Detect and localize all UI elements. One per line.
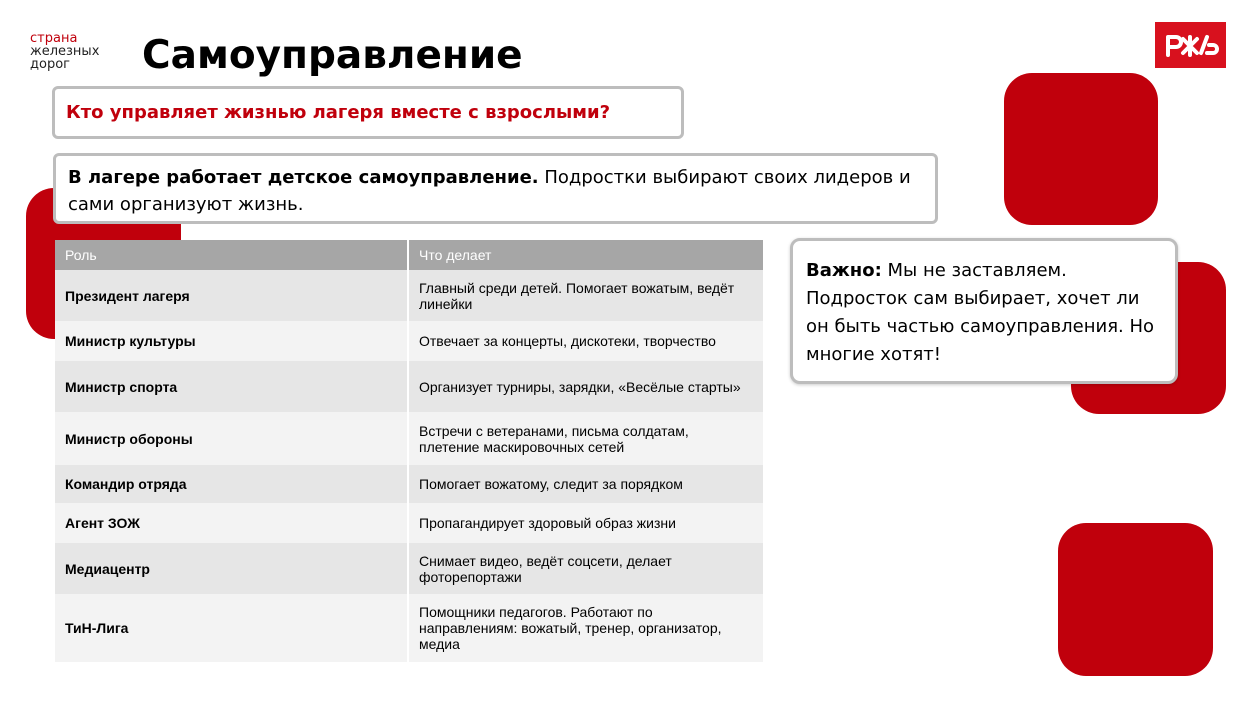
- note-box: [790, 238, 1178, 384]
- description-cell: Помогает вожатому, следит за порядком: [408, 465, 763, 503]
- slide-title: Самоуправление: [142, 33, 523, 78]
- statement-rest: Подростки выбирают своих лидеров и сами организуют жизнь.: [68, 167, 911, 215]
- note-rest: Мы не заставляем. Подросток сам выбирает, хочет ли он быть частью самоуправления. Но многие хотят!: [806, 260, 1155, 365]
- description-cell: Помощники педагогов. Работают по направлениям: вожатый, тренер, организатор, медиа: [408, 594, 763, 662]
- role-cell: Министр культуры: [55, 321, 408, 361]
- header-description: Что делает: [408, 240, 763, 270]
- table-row: [55, 321, 763, 361]
- table-row: [55, 503, 763, 543]
- role-cell: ТиН-Лига: [55, 594, 408, 662]
- table-row: [55, 361, 763, 412]
- decor-square-bottom-right: [1058, 523, 1213, 676]
- role-cell: Министр обороны: [55, 412, 408, 465]
- table-header-row: [55, 240, 763, 270]
- role-cell: Президент лагеря: [55, 270, 408, 321]
- rzd-logo-icon: [1163, 32, 1219, 58]
- question-box: [52, 86, 684, 139]
- role-cell: Агент ЗОЖ: [55, 503, 408, 543]
- header-role: Роль: [55, 240, 408, 270]
- brand-line-3: дорог: [30, 57, 70, 72]
- role-cell: Медиацентр: [55, 543, 408, 594]
- decor-square-top-right: [1004, 73, 1158, 225]
- brand-line-2: железных: [30, 44, 100, 59]
- table-row: [55, 543, 763, 594]
- table-row: [55, 465, 763, 503]
- statement-bold: В лагере работает детское самоуправление.: [68, 167, 539, 188]
- brand-logo-text: [30, 32, 99, 71]
- description-cell: Встречи с ветеранами, письма солдатам, плетение маскировочных сетей: [408, 412, 763, 465]
- table-row: [55, 594, 763, 662]
- note-bold: Важно:: [806, 260, 882, 281]
- description-cell: Организует турниры, зарядки, «Весёлые старты»: [408, 361, 763, 412]
- table-row: [55, 270, 763, 321]
- roles-table: [55, 240, 763, 662]
- description-cell: Отвечает за концерты, дискотеки, творчество: [408, 321, 763, 361]
- role-cell: Командир отряда: [55, 465, 408, 503]
- description-cell: Снимает видео, ведёт соцсети, делает фоторепортажи: [408, 543, 763, 594]
- role-cell: Министр спорта: [55, 361, 408, 412]
- statement-box: [53, 153, 938, 224]
- rzd-logo: [1155, 22, 1226, 68]
- table-row: [55, 412, 763, 465]
- description-cell: Главный среди детей. Помогает вожатым, ведёт линейки: [408, 270, 763, 321]
- description-cell: Пропагандирует здоровый образ жизни: [408, 503, 763, 543]
- brand-line-1: страна: [30, 31, 78, 46]
- question-text: Кто управляет жизнью лагеря вместе с взрослыми?: [66, 102, 611, 123]
